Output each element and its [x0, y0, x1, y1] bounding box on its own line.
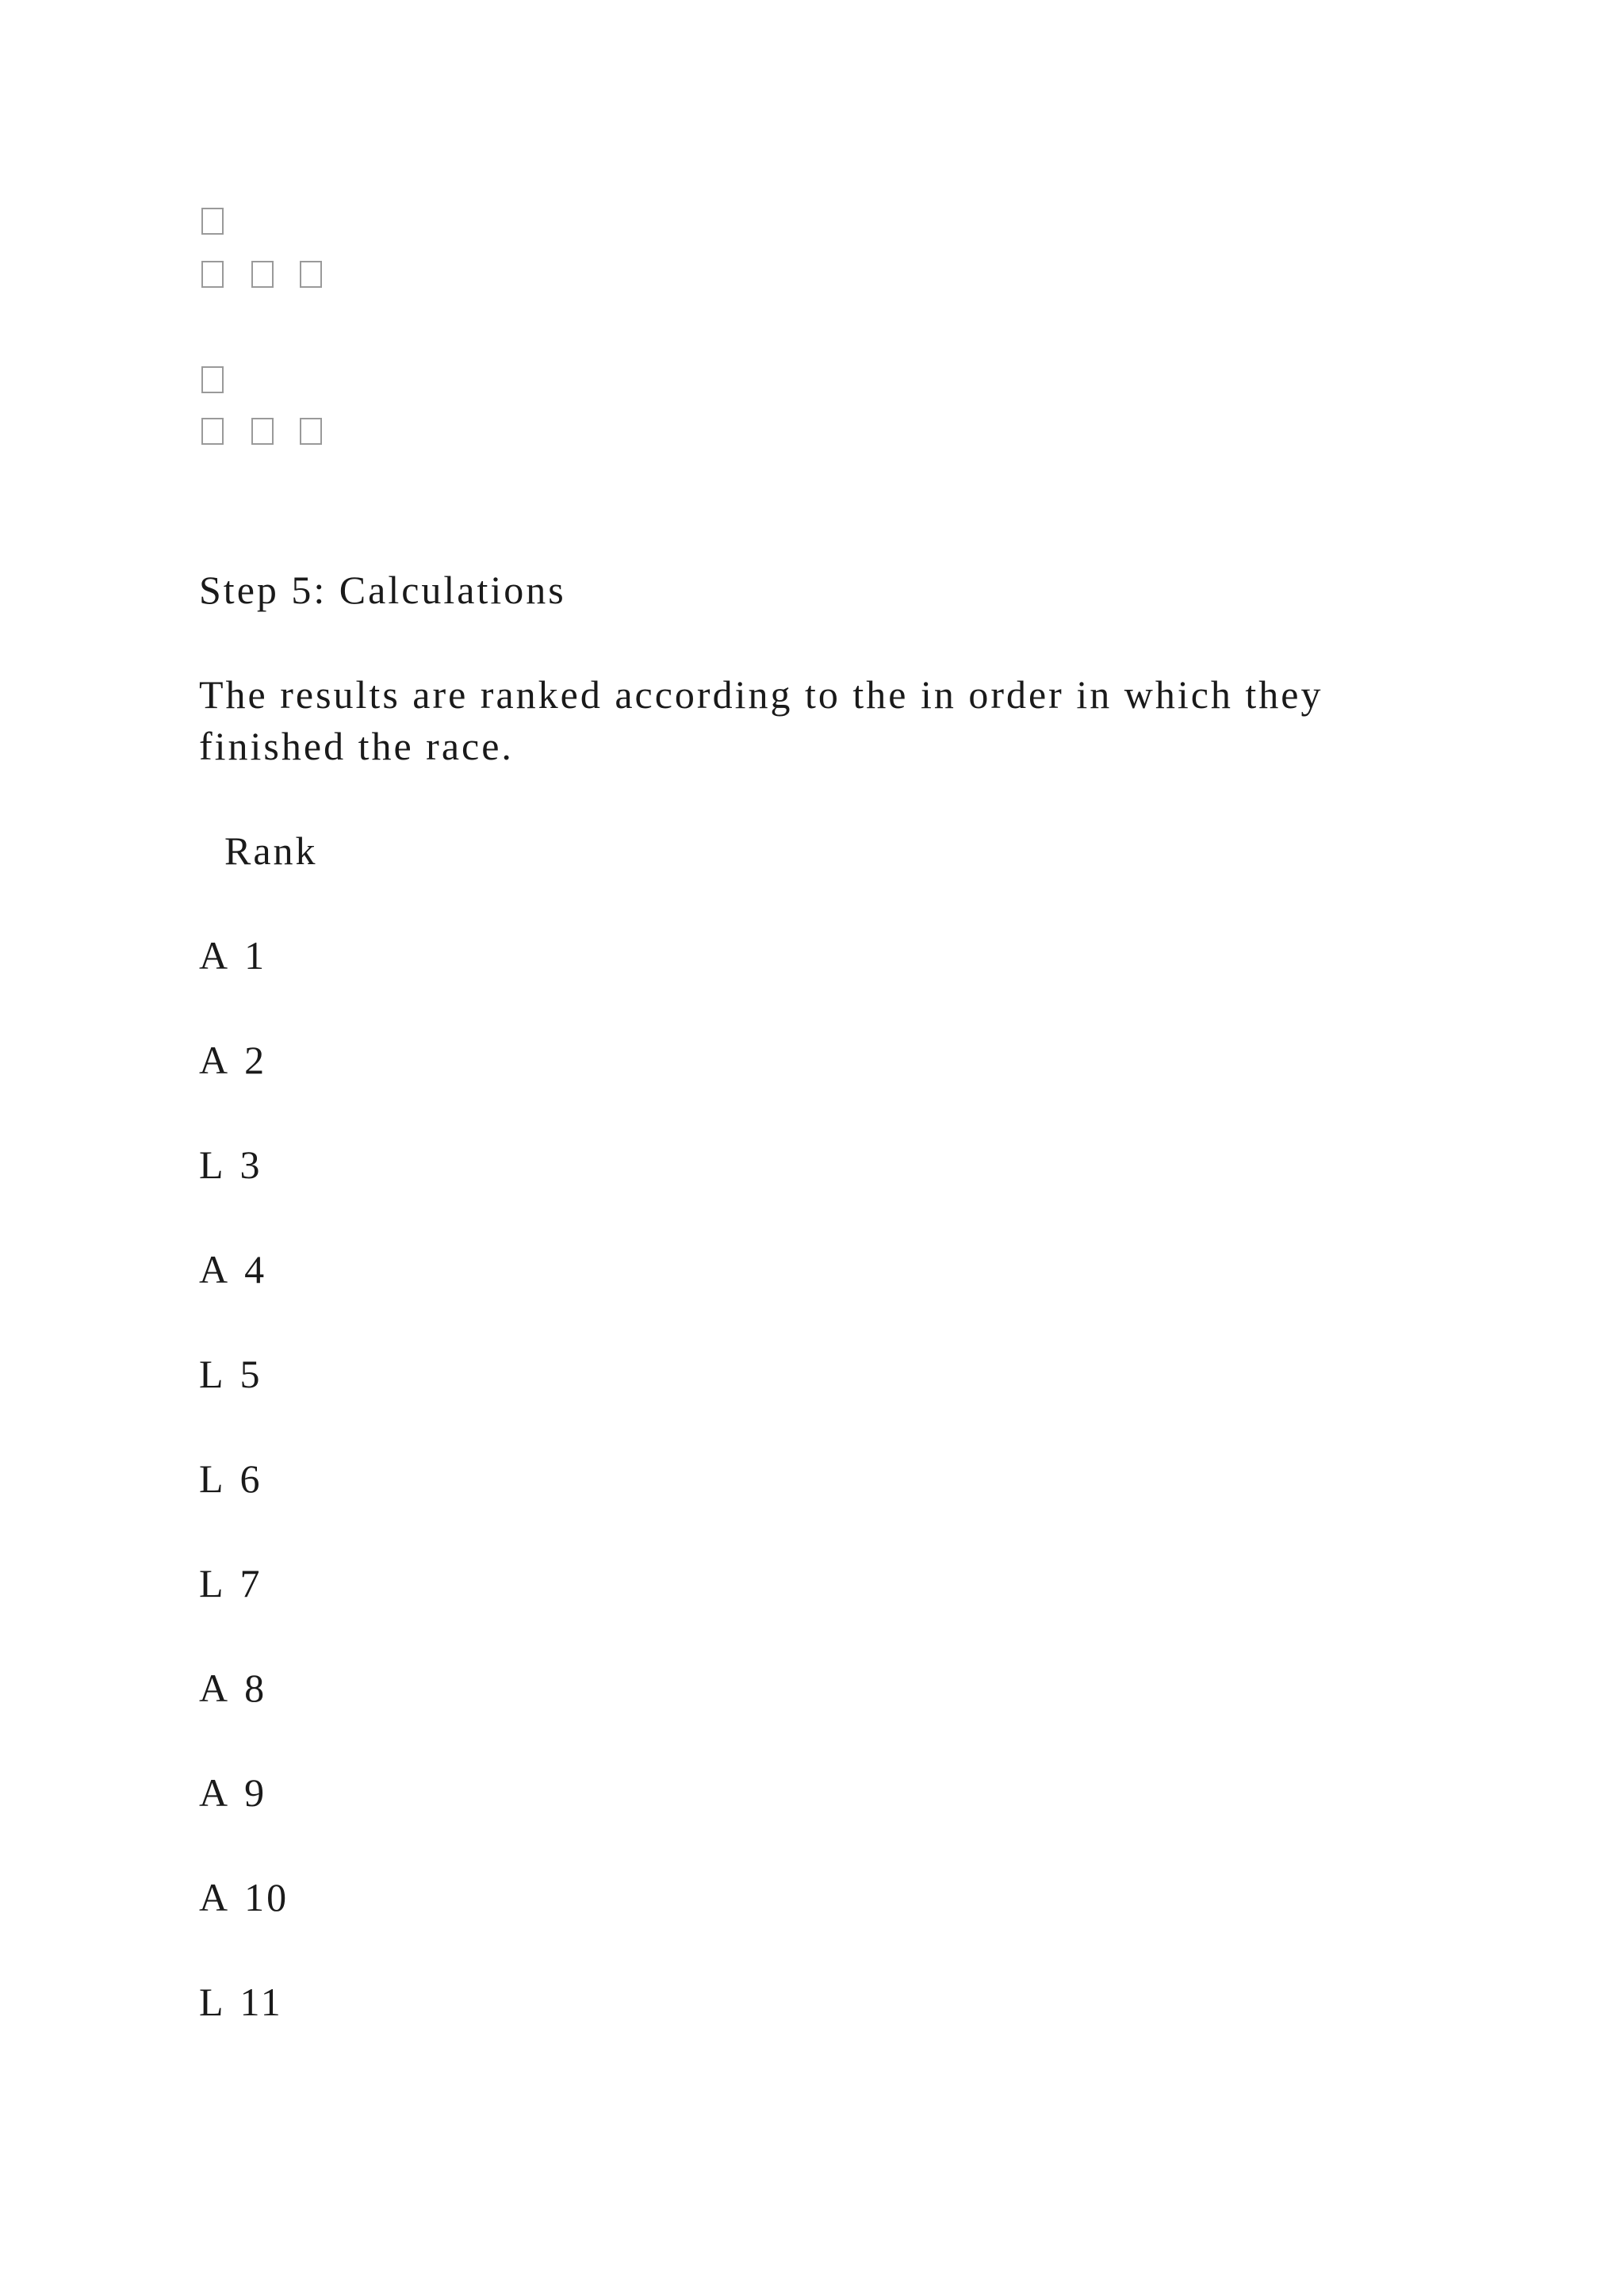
rank-row-group: A [199, 1770, 231, 1815]
paragraph-line-1: The results are ranked according to the in order in which they [199, 672, 1323, 717]
section-heading: Step 5: Calculations [199, 568, 566, 612]
rank-row-number: 10 [244, 1875, 289, 1919]
rank-row-number: 11 [239, 1980, 283, 2024]
rank-row [199, 1663, 266, 1713]
rank-row [199, 1035, 266, 1085]
missing-glyph-box [201, 208, 224, 235]
rank-row-number: 8 [244, 1666, 267, 1710]
rank-row-group: A [199, 933, 231, 978]
rank-row-group: L [199, 1980, 226, 2024]
rank-row-number: 3 [239, 1142, 262, 1187]
rank-row-number: 2 [244, 1038, 267, 1082]
rank-row [199, 1767, 266, 1818]
missing-glyph-box [251, 418, 274, 445]
rank-row [199, 1976, 283, 2027]
rank-row-number: 7 [239, 1561, 262, 1605]
rank-row [199, 1558, 262, 1609]
missing-glyph-box [300, 261, 322, 288]
rank-row-group: A [199, 1247, 231, 1292]
rank-row [199, 930, 266, 981]
paragraph-line-2: finished the race. [199, 724, 514, 768]
rank-row [199, 1453, 262, 1504]
missing-glyph-box [201, 418, 224, 445]
missing-glyph-box [201, 366, 224, 393]
rank-row-group: L [199, 1456, 226, 1501]
rank-row-number: 6 [239, 1456, 262, 1501]
missing-glyph-box [201, 261, 224, 288]
rank-row-number: 4 [244, 1247, 267, 1292]
rank-row-number: 1 [244, 933, 267, 978]
rank-row-number: 9 [244, 1770, 267, 1815]
missing-glyph-box [300, 418, 322, 445]
rank-row-group: A [199, 1875, 231, 1919]
rank-row-group: A [199, 1666, 231, 1710]
rank-row-group: L [199, 1142, 226, 1187]
rank-header: Rank [224, 828, 318, 873]
rank-row [199, 1872, 289, 1923]
rank-row-number: 5 [239, 1352, 262, 1396]
rank-row [199, 1139, 262, 1190]
rank-row-group: L [199, 1561, 226, 1605]
rank-row-group: L [199, 1352, 226, 1396]
rank-row [199, 1349, 262, 1399]
missing-glyph-box [251, 261, 274, 288]
rank-row [199, 1244, 266, 1295]
rank-row-group: A [199, 1038, 231, 1082]
